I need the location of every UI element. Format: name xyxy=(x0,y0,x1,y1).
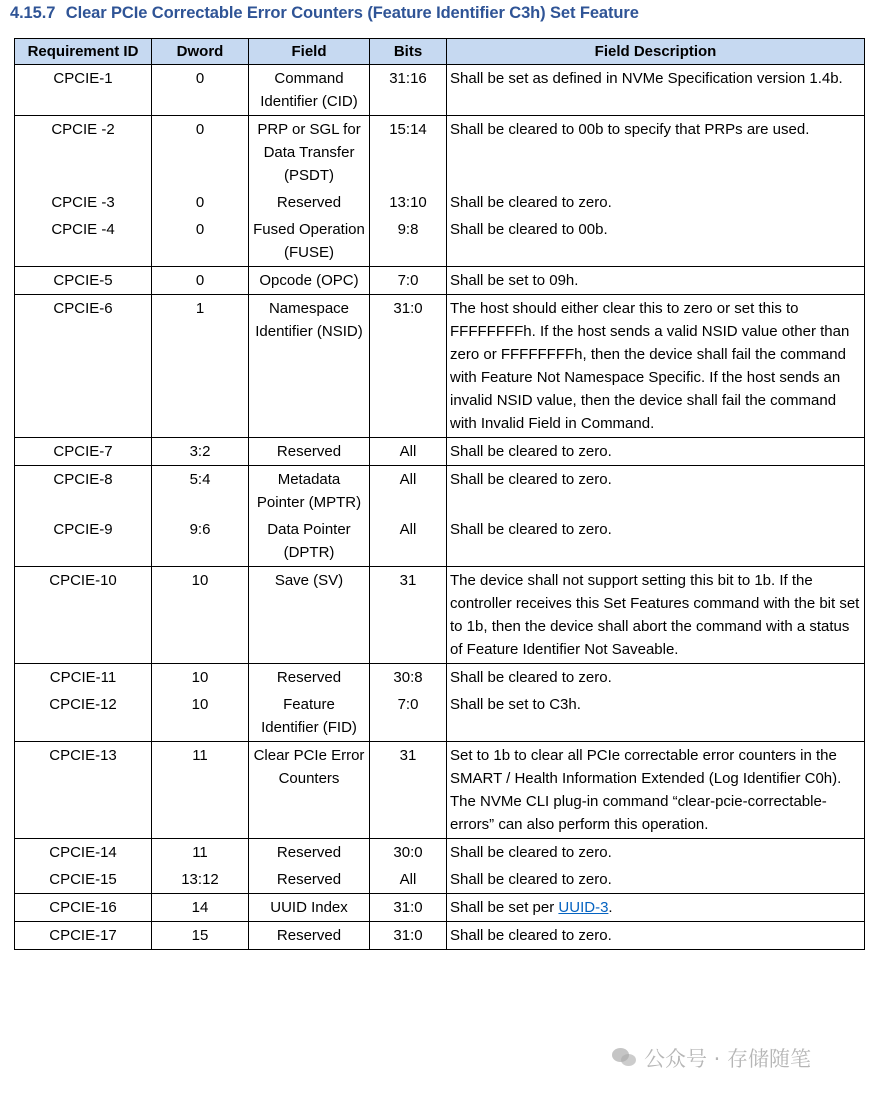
watermark xyxy=(612,1043,811,1073)
field: Reserved xyxy=(249,839,370,867)
dword: 0 xyxy=(152,216,249,267)
header-requirement-id: Requirement ID xyxy=(15,39,152,65)
field: UUID Index xyxy=(249,894,370,922)
requirement-id: CPCIE-16 xyxy=(15,894,152,922)
field: Reserved xyxy=(249,922,370,950)
field-description: Shall be set to 09h. xyxy=(447,267,865,295)
dword: 11 xyxy=(152,742,249,839)
table-row xyxy=(15,866,865,894)
requirement-id: CPCIE-17 xyxy=(15,922,152,950)
section-number: 4.15.7 xyxy=(10,4,56,22)
table-row xyxy=(15,922,865,950)
requirements-table xyxy=(14,38,865,950)
field-description: Shall be cleared to zero. xyxy=(447,664,865,692)
bits: 9:8 xyxy=(370,216,447,267)
uuid-3-link[interactable]: UUID-3 xyxy=(558,899,609,916)
requirement-id: CPCIE -3 xyxy=(15,189,152,216)
dword: 0 xyxy=(152,116,249,190)
dword: 3:2 xyxy=(152,438,249,466)
field: Save (SV) xyxy=(249,567,370,664)
dword: 0 xyxy=(152,267,249,295)
requirement-id: CPCIE-13 xyxy=(15,742,152,839)
table-row xyxy=(15,189,865,216)
bits: 31 xyxy=(370,742,447,839)
bits: 30:8 xyxy=(370,664,447,692)
table-row xyxy=(15,295,865,438)
field: Clear PCIe Error Counters xyxy=(249,742,370,839)
description-text: Shall be set per xyxy=(450,899,559,916)
dword: 15 xyxy=(152,922,249,950)
field-description: The host should either clear this to zero or set this to FFFFFFFFh. If the host sends a valid NSID value other than zero or FFFFFFFFh, then the device shall fail the command with Feature Not Namespace Specific. If the host sends an invalid NSID value, then the device shall fail the command with Invalid Field in Command. xyxy=(447,295,865,438)
table-row xyxy=(15,664,865,692)
wechat-icon xyxy=(612,1048,638,1068)
description-suffix: . xyxy=(608,899,613,916)
table-row xyxy=(15,466,865,517)
header-dword: Dword xyxy=(152,39,249,65)
bits: 7:0 xyxy=(370,267,447,295)
requirement-id: CPCIE-8 xyxy=(15,466,152,517)
requirement-id: CPCIE-15 xyxy=(15,866,152,894)
table-row xyxy=(15,116,865,190)
section-heading xyxy=(10,4,639,23)
table-row xyxy=(15,742,865,839)
bits: 15:14 xyxy=(370,116,447,190)
description-paragraph: Set to 1b to clear all PCIe correctable error counters in the SMART / Health Information Extended (Log Identifier C0h). xyxy=(450,747,842,787)
bits: 30:0 xyxy=(370,839,447,867)
header-bits: Bits xyxy=(370,39,447,65)
bits: 31:0 xyxy=(370,894,447,922)
dword: 0 xyxy=(152,189,249,216)
bits: 31:16 xyxy=(370,65,447,116)
field-description xyxy=(447,894,865,922)
field: PRP or SGL for Data Transfer (PSDT) xyxy=(249,116,370,190)
field-description: Shall be set as defined in NVMe Specification version 1.4b. xyxy=(447,65,865,116)
requirement-id: CPCIE-9 xyxy=(15,516,152,567)
table-row xyxy=(15,516,865,567)
dword: 9:6 xyxy=(152,516,249,567)
table-row xyxy=(15,894,865,922)
bits: 13:10 xyxy=(370,189,447,216)
field-description: Shall be cleared to zero. xyxy=(447,189,865,216)
field-description: Shall be cleared to zero. xyxy=(447,839,865,867)
header-field: Field xyxy=(249,39,370,65)
bits: All xyxy=(370,866,447,894)
section-title: Clear PCIe Correctable Error Counters (Feature Identifier C3h) Set Feature xyxy=(65,4,639,22)
field: Opcode (OPC) xyxy=(249,267,370,295)
field: Reserved xyxy=(249,189,370,216)
dword: 13:12 xyxy=(152,866,249,894)
field-description: Shall be set to C3h. xyxy=(447,691,865,742)
bits: All xyxy=(370,438,447,466)
table-row xyxy=(15,438,865,466)
table-row xyxy=(15,267,865,295)
field: Data Pointer (DPTR) xyxy=(249,516,370,567)
field-description: Shall be cleared to zero. xyxy=(447,922,865,950)
bits: 31:0 xyxy=(370,295,447,438)
requirement-id: CPCIE-12 xyxy=(15,691,152,742)
field: Command Identifier (CID) xyxy=(249,65,370,116)
dword: 11 xyxy=(152,839,249,867)
field-description: Shall be cleared to zero. xyxy=(447,466,865,517)
table-row xyxy=(15,567,865,664)
bits: 7:0 xyxy=(370,691,447,742)
field: Fused Operation (FUSE) xyxy=(249,216,370,267)
bits: All xyxy=(370,516,447,567)
dword: 10 xyxy=(152,664,249,692)
field-description: Shall be cleared to zero. xyxy=(447,866,865,894)
field-description: Shall be cleared to 00b. xyxy=(447,216,865,267)
description-paragraph: The NVMe CLI plug-in command “clear-pcie-correctable-errors” can also perform this operation. xyxy=(450,793,827,833)
table-row xyxy=(15,839,865,867)
requirement-id: CPCIE-14 xyxy=(15,839,152,867)
field: Reserved xyxy=(249,866,370,894)
field: Feature Identifier (FID) xyxy=(249,691,370,742)
field-description xyxy=(447,742,865,839)
bits: All xyxy=(370,466,447,517)
field-description: Shall be cleared to zero. xyxy=(447,516,865,567)
dword: 5:4 xyxy=(152,466,249,517)
field-description: Shall be cleared to zero. xyxy=(447,438,865,466)
dword: 10 xyxy=(152,567,249,664)
requirement-id: CPCIE-11 xyxy=(15,664,152,692)
dword: 0 xyxy=(152,65,249,116)
bits: 31:0 xyxy=(370,922,447,950)
field: Reserved xyxy=(249,664,370,692)
table-row xyxy=(15,216,865,267)
requirement-id: CPCIE-7 xyxy=(15,438,152,466)
requirement-id: CPCIE -2 xyxy=(15,116,152,190)
dword: 10 xyxy=(152,691,249,742)
table-row xyxy=(15,65,865,116)
field-description: Shall be cleared to 00b to specify that PRPs are used. xyxy=(447,116,865,190)
requirement-id: CPCIE -4 xyxy=(15,216,152,267)
watermark-text: 公众号 · 存储随笔 xyxy=(644,1047,812,1071)
requirement-id: CPCIE-6 xyxy=(15,295,152,438)
field: Metadata Pointer (MPTR) xyxy=(249,466,370,517)
requirement-id: CPCIE-1 xyxy=(15,65,152,116)
bits: 31 xyxy=(370,567,447,664)
table-row xyxy=(15,691,865,742)
header-field-description: Field Description xyxy=(447,39,865,65)
field: Reserved xyxy=(249,438,370,466)
field-description: The device shall not support setting this bit to 1b. If the controller receives this Set Features command with the bit set to 1b, then the device shall abort the command with a status of Feature Identifier Not Saveable. xyxy=(447,567,865,664)
dword: 1 xyxy=(152,295,249,438)
requirement-id: CPCIE-5 xyxy=(15,267,152,295)
requirement-id: CPCIE-10 xyxy=(15,567,152,664)
field: Namespace Identifier (NSID) xyxy=(249,295,370,438)
dword: 14 xyxy=(152,894,249,922)
table-header-row xyxy=(15,39,865,65)
